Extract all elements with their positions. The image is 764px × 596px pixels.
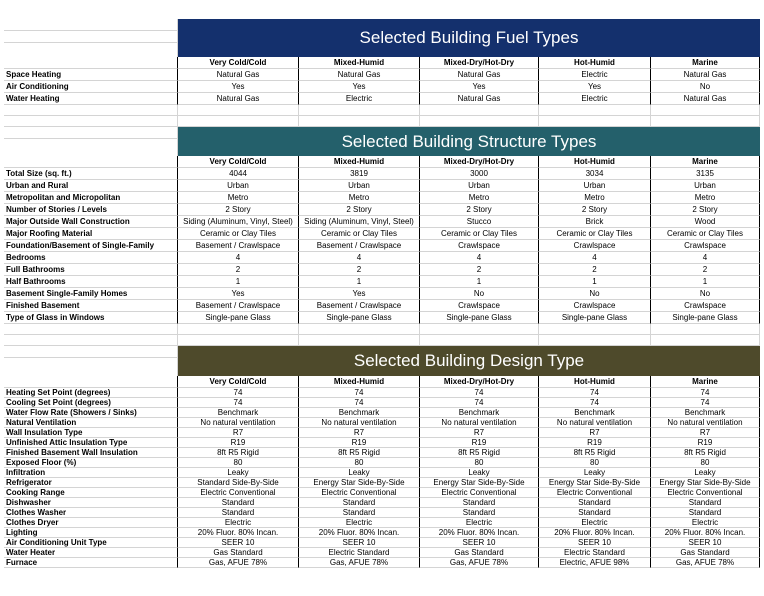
table-cell[interactable]: 4 — [651, 252, 760, 264]
table-cell[interactable]: Standard — [178, 508, 299, 518]
table-cell[interactable]: Ceramic or Clay Tiles — [178, 228, 299, 240]
table-cell[interactable]: Metro — [539, 192, 651, 204]
table-cell[interactable]: 20% Fluor. 80% Incan. — [651, 528, 760, 538]
table-cell[interactable]: Energy Star Side-By-Side — [651, 478, 760, 488]
row-label[interactable]: Metropolitan and Micropolitan — [4, 192, 178, 204]
table-cell[interactable]: Gas, AFUE 78% — [178, 558, 299, 568]
table-cell[interactable]: 74 — [299, 398, 420, 408]
table-cell[interactable]: 74 — [178, 388, 299, 398]
table-cell[interactable]: Urban — [299, 180, 420, 192]
fuel-section-title: Selected Building Fuel Types — [178, 19, 760, 57]
table-cell[interactable]: Yes — [299, 288, 420, 300]
table-cell[interactable]: Metro — [651, 192, 760, 204]
table-cell[interactable]: Electric — [178, 518, 299, 528]
row-label[interactable]: Space Heating — [4, 69, 178, 81]
table-cell[interactable]: Standard — [420, 508, 539, 518]
table-cell[interactable]: Energy Star Side-By-Side — [420, 478, 539, 488]
table-cell[interactable]: Yes — [178, 81, 299, 93]
table-cell[interactable]: Electric Conventional — [299, 488, 420, 498]
row-label[interactable]: Number of Stories / Levels — [4, 204, 178, 216]
row-label[interactable]: Full Bathrooms — [4, 264, 178, 276]
column-header[interactable]: Hot-Humid — [539, 156, 651, 168]
table-row — [4, 388, 760, 398]
table-cell[interactable]: 20% Fluor. 80% Incan. — [420, 528, 539, 538]
table-cell[interactable]: No natural ventilation — [539, 418, 651, 428]
table-cell[interactable]: 2 — [651, 264, 760, 276]
table-row — [4, 558, 760, 568]
table-cell[interactable]: Stucco — [420, 216, 539, 228]
row-label[interactable]: Furnace — [4, 558, 178, 568]
table-cell[interactable]: Basement / Crawlspace — [299, 240, 420, 252]
table-row — [4, 538, 760, 548]
row-label[interactable]: Finished Basement — [4, 300, 178, 312]
column-header[interactable]: Mixed-Humid — [299, 156, 420, 168]
table-cell[interactable]: R19 — [539, 438, 651, 448]
structure-section-title: Selected Building Structure Types — [178, 127, 760, 156]
table-cell[interactable]: 2 — [178, 264, 299, 276]
table-cell[interactable]: Electric — [539, 93, 651, 105]
table-row — [4, 468, 760, 478]
column-header[interactable]: Mixed-Dry/Hot-Dry — [420, 156, 539, 168]
column-header[interactable]: Mixed-Dry/Hot-Dry — [420, 376, 539, 388]
table-row — [4, 498, 760, 508]
table-cell[interactable]: Leaky — [420, 468, 539, 478]
table-cell[interactable]: Urban — [651, 180, 760, 192]
table-row — [4, 264, 760, 276]
table-cell[interactable]: 1 — [178, 276, 299, 288]
table-row — [4, 93, 760, 105]
table-cell[interactable]: Basement / Crawlspace — [299, 300, 420, 312]
table-cell[interactable]: No — [651, 288, 760, 300]
table-row — [4, 204, 760, 216]
table-row — [4, 276, 760, 288]
table-cell[interactable]: Crawlspace — [420, 300, 539, 312]
table-cell[interactable]: 74 — [299, 388, 420, 398]
table-cell[interactable]: Electric — [420, 518, 539, 528]
table-cell[interactable]: Single-pane Glass — [539, 312, 651, 324]
spreadsheet — [4, 19, 760, 568]
table-row — [4, 69, 760, 81]
table-cell[interactable]: 4 — [299, 252, 420, 264]
table-row — [4, 240, 760, 252]
table-cell[interactable]: Gas, AFUE 78% — [299, 558, 420, 568]
table-cell[interactable]: Crawlspace — [651, 300, 760, 312]
table-cell[interactable]: 4044 — [178, 168, 299, 180]
column-header[interactable]: Hot-Humid — [539, 376, 651, 388]
table-cell[interactable]: Electric — [299, 518, 420, 528]
table-cell[interactable]: Electric Conventional — [539, 488, 651, 498]
table-cell[interactable]: 2 — [299, 264, 420, 276]
design-section-header — [4, 346, 760, 376]
table-row — [4, 216, 760, 228]
table-row — [4, 448, 760, 458]
design-table-body — [4, 388, 760, 568]
table-cell[interactable]: Natural Gas — [651, 69, 760, 81]
table-cell[interactable]: Benchmark — [299, 408, 420, 418]
table-cell[interactable]: No — [539, 288, 651, 300]
table-cell[interactable]: R7 — [299, 428, 420, 438]
table-cell[interactable]: Natural Gas — [299, 69, 420, 81]
table-cell[interactable]: Urban — [420, 180, 539, 192]
row-label[interactable]: Water Flow Rate (Showers / Sinks) — [4, 408, 178, 418]
table-cell[interactable]: Gas Standard — [420, 548, 539, 558]
column-header[interactable]: Hot-Humid — [539, 57, 651, 69]
table-row — [4, 418, 760, 428]
table-cell[interactable]: 2 — [539, 264, 651, 276]
table-cell[interactable]: Metro — [420, 192, 539, 204]
row-label[interactable]: Foundation/Basement of Single-Family — [4, 240, 178, 252]
column-header[interactable]: Very Cold/Cold — [178, 376, 299, 388]
table-cell[interactable]: Urban — [539, 180, 651, 192]
column-header[interactable]: Mixed-Humid — [299, 57, 420, 69]
table-row — [4, 180, 760, 192]
table-cell[interactable]: Natural Gas — [651, 93, 760, 105]
table-cell[interactable]: Crawlspace — [539, 240, 651, 252]
table-cell[interactable]: Metro — [299, 192, 420, 204]
row-label[interactable]: Cooking Range — [4, 488, 178, 498]
table-cell[interactable]: Energy Star Side-By-Side — [539, 478, 651, 488]
table-cell[interactable]: Benchmark — [420, 408, 539, 418]
table-cell[interactable]: 3135 — [651, 168, 760, 180]
row-label[interactable]: Water Heating — [4, 93, 178, 105]
table-cell[interactable]: Gas, AFUE 78% — [651, 558, 760, 568]
table-cell[interactable]: 1 — [420, 276, 539, 288]
table-cell[interactable]: Natural Gas — [420, 69, 539, 81]
table-cell[interactable]: Single-pane Glass — [420, 312, 539, 324]
table-cell[interactable]: Natural Gas — [420, 93, 539, 105]
spacer-row — [4, 116, 760, 127]
row-label[interactable]: Air Conditioning Unit Type — [4, 538, 178, 548]
row-label[interactable]: Basement Single-Family Homes — [4, 288, 178, 300]
table-cell[interactable]: 8ft R5 Rigid — [299, 448, 420, 458]
table-cell[interactable]: R19 — [178, 438, 299, 448]
table-cell[interactable]: 74 — [178, 398, 299, 408]
table-cell[interactable]: Standard — [299, 498, 420, 508]
table-cell[interactable]: No natural ventilation — [651, 418, 760, 428]
table-cell[interactable]: R19 — [651, 438, 760, 448]
table-cell[interactable]: 20% Fluor. 80% Incan. — [539, 528, 651, 538]
table-cell[interactable]: Basement / Crawlspace — [178, 300, 299, 312]
table-row — [4, 438, 760, 448]
table-cell[interactable]: Siding (Aluminum, Vinyl, Steel) — [178, 216, 299, 228]
table-cell[interactable]: 20% Fluor. 80% Incan. — [299, 528, 420, 538]
table-cell[interactable]: 4 — [539, 252, 651, 264]
table-cell[interactable]: 80 — [539, 458, 651, 468]
spacer-row — [4, 335, 760, 346]
table-row — [4, 81, 760, 93]
table-cell[interactable]: Crawlspace — [651, 240, 760, 252]
row-label[interactable]: Dishwasher — [4, 498, 178, 508]
table-cell[interactable]: Ceramic or Clay Tiles — [299, 228, 420, 240]
row-label[interactable]: Infiltration — [4, 468, 178, 478]
table-cell[interactable]: 74 — [651, 398, 760, 408]
table-row — [4, 548, 760, 558]
column-header[interactable]: Very Cold/Cold — [178, 156, 299, 168]
table-cell[interactable]: Electric — [651, 518, 760, 528]
table-cell[interactable]: 74 — [420, 388, 539, 398]
table-cell[interactable]: Yes — [178, 288, 299, 300]
table-cell[interactable]: Natural Gas — [178, 93, 299, 105]
column-header[interactable]: Mixed-Dry/Hot-Dry — [420, 57, 539, 69]
table-cell[interactable]: SEER 10 — [420, 538, 539, 548]
table-cell[interactable]: 74 — [420, 398, 539, 408]
table-cell[interactable]: Standard — [651, 508, 760, 518]
row-label[interactable]: Heating Set Point (degrees) — [4, 388, 178, 398]
structure-column-header-row — [4, 156, 760, 168]
table-cell[interactable]: SEER 10 — [178, 538, 299, 548]
structure-section-header — [4, 127, 760, 156]
row-label[interactable]: Major Outside Wall Construction — [4, 216, 178, 228]
table-cell[interactable]: R7 — [178, 428, 299, 438]
table-cell[interactable]: R19 — [420, 438, 539, 448]
table-row — [4, 528, 760, 538]
table-cell[interactable]: 8ft R5 Rigid — [651, 448, 760, 458]
row-label[interactable]: Clothes Washer — [4, 508, 178, 518]
table-row — [4, 428, 760, 438]
spacer-row — [4, 324, 760, 335]
table-cell[interactable]: Ceramic or Clay Tiles — [651, 228, 760, 240]
table-cell[interactable]: Electric Conventional — [420, 488, 539, 498]
table-cell[interactable]: Metro — [178, 192, 299, 204]
table-cell[interactable]: Standard — [299, 508, 420, 518]
structure-table-body — [4, 168, 760, 324]
row-label[interactable]: Wall Insulation Type — [4, 428, 178, 438]
table-cell[interactable]: 74 — [539, 398, 651, 408]
table-cell[interactable]: Electric, AFUE 98% — [539, 558, 651, 568]
table-cell[interactable]: 4 — [178, 252, 299, 264]
table-cell[interactable]: 74 — [539, 388, 651, 398]
table-cell[interactable]: 1 — [651, 276, 760, 288]
table-row — [4, 518, 760, 528]
table-cell[interactable]: 3000 — [420, 168, 539, 180]
table-cell[interactable]: R7 — [539, 428, 651, 438]
row-label[interactable]: Lighting — [4, 528, 178, 538]
table-row — [4, 252, 760, 264]
table-row — [4, 408, 760, 418]
table-cell[interactable]: Standard Side-By-Side — [178, 478, 299, 488]
row-label[interactable]: Type of Glass in Windows — [4, 312, 178, 324]
table-row — [4, 508, 760, 518]
table-cell[interactable]: Benchmark — [539, 408, 651, 418]
table-cell[interactable]: 8ft R5 Rigid — [539, 448, 651, 458]
table-row — [4, 458, 760, 468]
row-label[interactable]: Finished Basement Wall Insulation — [4, 448, 178, 458]
table-cell[interactable]: 80 — [420, 458, 539, 468]
table-cell[interactable]: 2 — [420, 264, 539, 276]
table-cell[interactable]: 80 — [651, 458, 760, 468]
table-cell[interactable]: Electric — [539, 518, 651, 528]
table-cell[interactable]: 80 — [178, 458, 299, 468]
table-cell[interactable]: Electric Conventional — [651, 488, 760, 498]
table-cell[interactable]: 2 Story — [299, 204, 420, 216]
table-cell[interactable]: Siding (Aluminum, Vinyl, Steel) — [299, 216, 420, 228]
table-cell[interactable]: Ceramic or Clay Tiles — [539, 228, 651, 240]
table-cell[interactable]: Yes — [539, 81, 651, 93]
table-cell[interactable]: R19 — [299, 438, 420, 448]
table-row — [4, 398, 760, 408]
row-label[interactable]: Unfinished Attic Insulation Type — [4, 438, 178, 448]
table-cell[interactable]: 2 Story — [539, 204, 651, 216]
design-section-title: Selected Building Design Type — [178, 346, 760, 376]
row-label[interactable]: Bedrooms — [4, 252, 178, 264]
table-cell[interactable]: Energy Star Side-By-Side — [299, 478, 420, 488]
row-label[interactable]: Major Roofing Material — [4, 228, 178, 240]
table-cell[interactable]: Ceramic or Clay Tiles — [420, 228, 539, 240]
row-label[interactable]: Cooling Set Point (degrees) — [4, 398, 178, 408]
table-cell[interactable]: Urban — [178, 180, 299, 192]
table-cell[interactable]: 80 — [299, 458, 420, 468]
table-cell[interactable]: Benchmark — [178, 408, 299, 418]
row-label[interactable]: Clothes Dryer — [4, 518, 178, 528]
table-cell[interactable]: Yes — [299, 81, 420, 93]
row-label[interactable]: Natural Ventilation — [4, 418, 178, 428]
row-label[interactable]: Air Conditioning — [4, 81, 178, 93]
table-cell[interactable]: Gas Standard — [178, 548, 299, 558]
table-cell[interactable]: Electric — [539, 69, 651, 81]
table-row — [4, 312, 760, 324]
table-cell[interactable]: Yes — [420, 81, 539, 93]
table-cell[interactable]: 20% Fluor. 80% Incan. — [178, 528, 299, 538]
table-cell[interactable]: SEER 10 — [539, 538, 651, 548]
table-row — [4, 488, 760, 498]
table-cell[interactable]: Gas Standard — [651, 548, 760, 558]
table-cell[interactable]: Single-pane Glass — [651, 312, 760, 324]
table-cell[interactable]: No natural ventilation — [420, 418, 539, 428]
table-row — [4, 192, 760, 204]
table-cell[interactable]: Electric Standard — [299, 548, 420, 558]
column-header[interactable]: Marine — [651, 57, 760, 69]
table-cell[interactable]: 3034 — [539, 168, 651, 180]
table-cell[interactable]: Basement / Crawlspace — [178, 240, 299, 252]
table-cell[interactable]: SEER 10 — [299, 538, 420, 548]
table-cell[interactable]: 2 Story — [178, 204, 299, 216]
table-cell[interactable]: Electric Standard — [539, 548, 651, 558]
table-row — [4, 478, 760, 488]
table-cell[interactable]: Single-pane Glass — [178, 312, 299, 324]
table-cell[interactable]: Standard — [651, 498, 760, 508]
spacer-row — [4, 105, 760, 116]
table-cell[interactable]: Leaky — [539, 468, 651, 478]
table-cell[interactable]: 2 Story — [651, 204, 760, 216]
table-cell[interactable]: No — [651, 81, 760, 93]
table-cell[interactable]: 1 — [299, 276, 420, 288]
table-cell[interactable]: Crawlspace — [420, 240, 539, 252]
table-cell[interactable]: Standard — [539, 508, 651, 518]
row-label[interactable]: Half Bathrooms — [4, 276, 178, 288]
table-cell[interactable]: Gas, AFUE 78% — [420, 558, 539, 568]
row-label[interactable]: Refrigerator — [4, 478, 178, 488]
table-cell[interactable]: No natural ventilation — [299, 418, 420, 428]
table-row — [4, 228, 760, 240]
table-cell[interactable]: No — [420, 288, 539, 300]
table-cell[interactable]: 3819 — [299, 168, 420, 180]
table-cell[interactable]: Wood — [651, 216, 760, 228]
table-cell[interactable]: Natural Gas — [178, 69, 299, 81]
row-label[interactable]: Water Heater — [4, 548, 178, 558]
row-label[interactable]: Exposed Floor (%) — [4, 458, 178, 468]
table-cell[interactable]: Crawlspace — [539, 300, 651, 312]
table-cell[interactable]: No natural ventilation — [178, 418, 299, 428]
table-cell[interactable]: Leaky — [299, 468, 420, 478]
table-cell[interactable]: 8ft R5 Rigid — [420, 448, 539, 458]
table-row — [4, 300, 760, 312]
table-cell[interactable]: Electric — [299, 93, 420, 105]
column-header[interactable]: Marine — [651, 376, 760, 388]
column-header[interactable]: Mixed-Humid — [299, 376, 420, 388]
row-label[interactable]: Urban and Rural — [4, 180, 178, 192]
table-cell[interactable]: Electric Conventional — [178, 488, 299, 498]
fuel-column-header-row — [4, 57, 760, 69]
table-cell[interactable]: 2 Story — [420, 204, 539, 216]
table-cell[interactable]: R7 — [651, 428, 760, 438]
table-cell[interactable]: Leaky — [651, 468, 760, 478]
table-cell[interactable]: Brick — [539, 216, 651, 228]
column-header[interactable]: Very Cold/Cold — [178, 57, 299, 69]
table-cell[interactable]: Standard — [539, 498, 651, 508]
table-cell[interactable]: 74 — [651, 388, 760, 398]
table-row — [4, 168, 760, 180]
table-cell[interactable]: Single-pane Glass — [299, 312, 420, 324]
table-cell[interactable]: Leaky — [178, 468, 299, 478]
fuel-section-header — [4, 19, 760, 57]
table-row — [4, 288, 760, 300]
table-cell[interactable]: SEER 10 — [651, 538, 760, 548]
table-cell[interactable]: 4 — [420, 252, 539, 264]
column-header[interactable]: Marine — [651, 156, 760, 168]
table-cell[interactable]: 1 — [539, 276, 651, 288]
row-label[interactable]: Total Size (sq. ft.) — [4, 168, 178, 180]
table-cell[interactable]: Standard — [178, 498, 299, 508]
table-cell[interactable]: 8ft R5 Rigid — [178, 448, 299, 458]
table-cell[interactable]: R7 — [420, 428, 539, 438]
fuel-table-body — [4, 69, 760, 105]
table-cell[interactable]: Benchmark — [651, 408, 760, 418]
table-cell[interactable]: Standard — [420, 498, 539, 508]
design-column-header-row — [4, 376, 760, 388]
